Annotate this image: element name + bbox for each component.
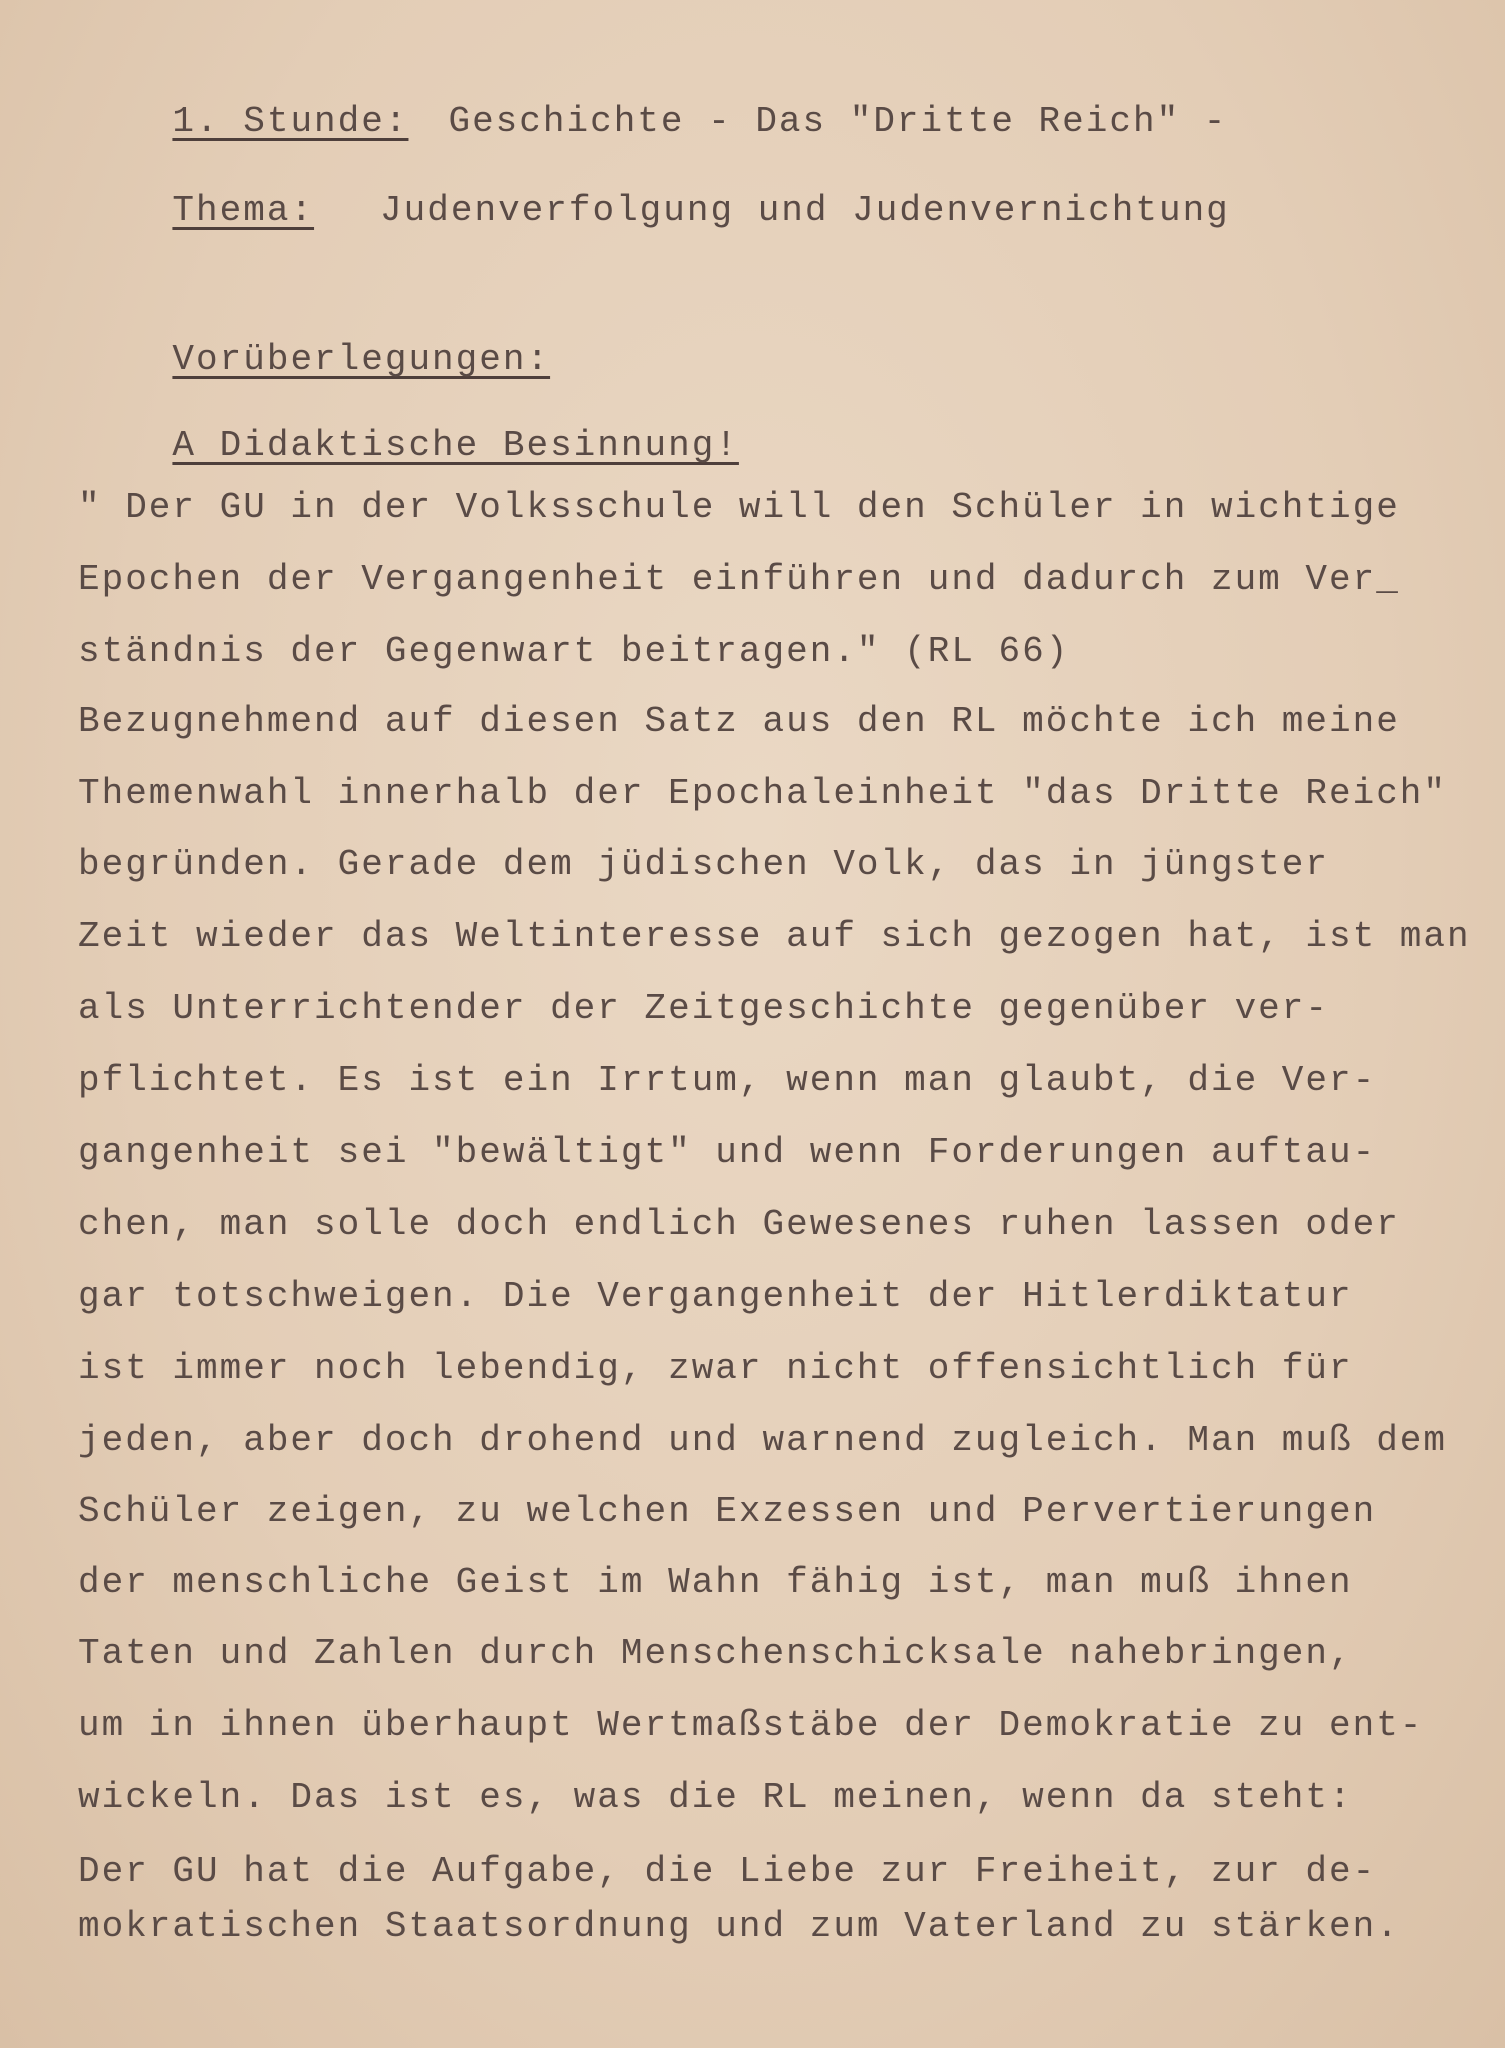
body-line: wickeln. Das ist es, was die RL meinen, wenn da steht: xyxy=(78,1777,1353,1818)
body-line: mokratischen Staatsordnung und zum Vaterland zu stärken. xyxy=(78,1906,1400,1947)
body-line: als Unterrichtender der Zeitgeschichte gegenüber ver- xyxy=(78,988,1329,1029)
thema-label: Thema: xyxy=(172,190,315,231)
thema-line xyxy=(78,145,1230,277)
body-line: pflichtet. Es ist ein Irrtum, wenn man glaubt, die Ver- xyxy=(78,1060,1377,1101)
thema-text: Judenverfolgung und Judenvernichtung xyxy=(380,190,1230,231)
body-line: " Der GU in der Volksschule will den Schüler in wichtige xyxy=(78,487,1400,528)
body-line: um in ihnen überhaupt Wertmaßstäbe der Demokratie zu ent- xyxy=(78,1705,1424,1746)
body-line: Themenwahl innerhalb der Epochaleinheit "das Dritte Reich" xyxy=(78,773,1448,814)
section-subheading-text: A Didaktische Besinnung! xyxy=(172,425,739,466)
section-heading-text: Vorüberlegungen: xyxy=(172,339,551,380)
body-line: chen, man solle doch endlich Gewesenes ruhen lassen oder xyxy=(78,1204,1400,1245)
body-line: jeden, aber doch drohend und warnend zugleich. Man muß dem xyxy=(78,1420,1448,1461)
body-line: Der GU hat die Aufgabe, die Liebe zur Freiheit, zur de- xyxy=(78,1851,1377,1892)
body-line: Zeit wieder das Weltinteresse auf sich gezogen hat, ist man xyxy=(78,916,1471,957)
body-line: begründen. Gerade dem jüdischen Volk, das in jüngster xyxy=(78,844,1329,885)
body-line: ständnis der Gegenwart beitragen." (RL 66) xyxy=(78,631,1070,672)
body-line: gar totschweigen. Die Vergangenheit der Hitlerdiktatur xyxy=(78,1276,1353,1317)
body-line: gangenheit sei "bewältigt" und wenn Forderungen auftau- xyxy=(78,1132,1377,1173)
body-line: Bezugnehmend auf diesen Satz aus den RL möchte ich meine xyxy=(78,701,1400,742)
body-line: Schüler zeigen, zu welchen Exzessen und Pervertierungen xyxy=(78,1491,1377,1532)
stunde-text: Geschichte - Das "Dritte Reich" - xyxy=(448,101,1228,142)
body-line: Epochen der Vergangenheit einführen und dadurch zum Ver_ xyxy=(78,559,1400,600)
stunde-label: 1. Stunde: xyxy=(172,101,409,142)
body-line: Taten und Zahlen durch Menschenschicksale nahebringen, xyxy=(78,1633,1353,1674)
body-line: der menschliche Geist im Wahn fähig ist, man muß ihnen xyxy=(78,1562,1353,1603)
body-line: ist immer noch lebendig, zwar nicht offensichtlich für xyxy=(78,1348,1353,1389)
